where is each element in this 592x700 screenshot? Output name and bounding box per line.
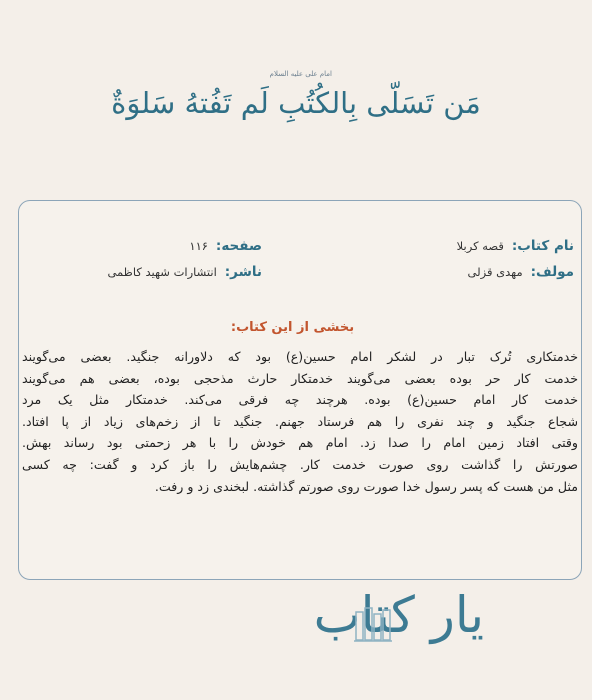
excerpt-title: بخشی از این کتاب: [230, 320, 355, 335]
book-name [457, 238, 574, 254]
brand-logo: یار کتاب [313, 586, 484, 644]
book-publisher-label: ناشر: [224, 264, 262, 280]
excerpt-line: خدمت کار امام حسین(ع) بوده. هرچند چه فرقی می‌کند. خدمتکار مثل یک مرد [22, 392, 578, 408]
book-page-label: صفحه: [215, 238, 262, 254]
book-author-label: مولف: [530, 264, 574, 280]
excerpt-body [22, 346, 578, 497]
excerpt-line: خدمتکاری تُرک تبار در لشکر امام حسین(ع) بود که دلاورانه جنگید. بعضی می‌گویند [22, 349, 578, 364]
excerpt-line: وقتی افتاد زمین امام را صدا زد. امام هم خودش را با هر زحمتی بود رساند بهش. [22, 435, 578, 451]
book-author-value: مهدی قزلی [467, 265, 523, 279]
books-icon [352, 604, 396, 644]
excerpt-line: مثل من هست که پسر رسول خدا صورت روی صورتم گذاشته. لبخندی زد و رفت. [154, 478, 578, 494]
book-name-label: نام کتاب: [511, 238, 574, 254]
book-publisher-value: انتشارات شهید کاظمی [107, 265, 217, 279]
quote-attribution: امام علی علیه السلام [269, 70, 332, 78]
book-name-value: قصه کربلا [456, 239, 504, 253]
quote-text: مَن تَسَلّی بِالکُتُبِ لَم تَفُتهُ سَلوَةٌ [111, 86, 481, 120]
excerpt-line: خدمت کار حر بوده بعضی می‌گویند خدمتکار حارث مذحجی بوده، بعضی هم می‌گویند [22, 370, 578, 386]
excerpt-line: صورتش را گذاشت روی صورت خدمت کار. چشم‌هایش را باز کرد و گفت: چه کسی [22, 456, 578, 472]
excerpt-line: شجاع جنگید و چند نفری را هم فرستاد جهنم. جنگید تا از زخم‌های زیاد از پا افتاد. [22, 413, 578, 429]
book-publisher [107, 264, 262, 280]
book-page [189, 238, 262, 254]
book-page-value: ۱۱۶ [189, 239, 208, 253]
book-author [468, 264, 574, 280]
